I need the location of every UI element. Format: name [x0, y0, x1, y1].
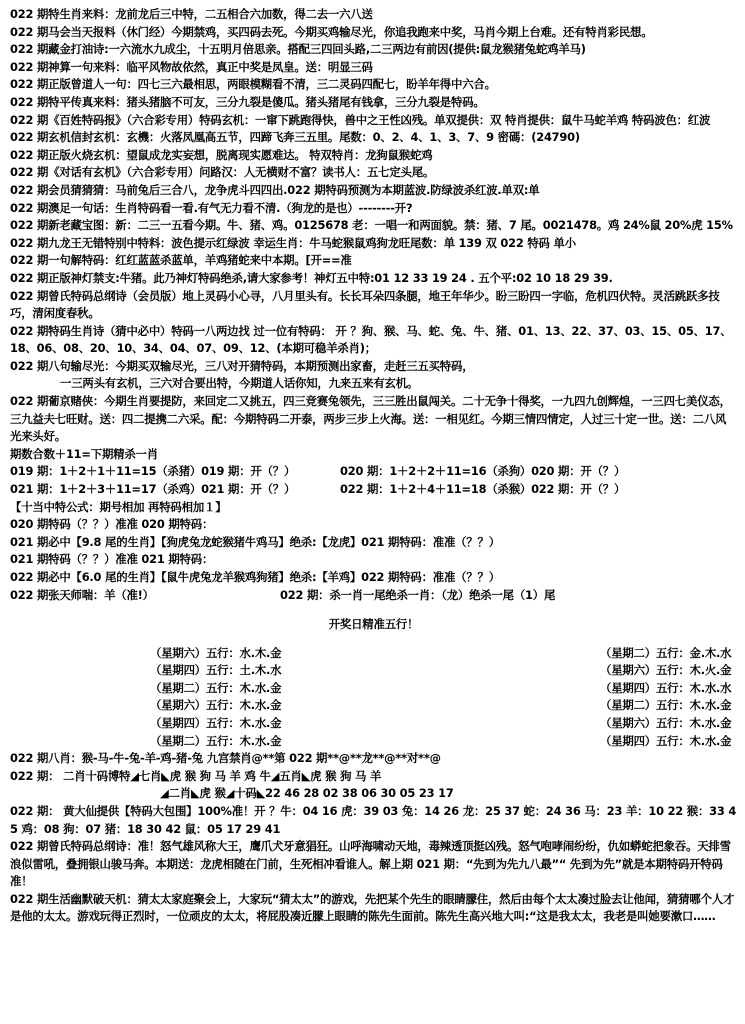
- weekday-label: （星期二）: [150, 733, 206, 748]
- zhang-left: 022 期张天师喘：羊（准!）: [10, 587, 154, 602]
- wuxing-row: [10, 697, 737, 715]
- text-line: 022 期玄机信封玄机：玄機：火落凤凰高五节，四蹄飞奔三五里。尾数：0、2、4、1、3、7、9 密碼：(24790): [10, 130, 580, 145]
- wuxing-elements: 五行：水.木.金: [205, 645, 282, 660]
- wuxing-row: [10, 733, 737, 751]
- text-line: 022 期特码生肖诗（猜中必中）特码一八两边找 过一位有特码： 开 ？狗、猴、马、蛇、兔、牛、猪、01、13、22、37、03、15、05、17、18、06、08、20、10、34、04、07、09、12、(本期可稳羊杀肖)；: [10, 323, 732, 356]
- weekday-label: （星期四）: [600, 680, 656, 695]
- wuxing-table: [10, 645, 737, 751]
- weekday-label: （星期六）: [150, 698, 206, 713]
- wuxing-elements: 五行：木.水.金: [655, 715, 732, 730]
- text-line: 022 期藏金打油诗:一六流水九成尘，十五明月倍思亲。搭配三四回头路,二三两边有前因(提供:鼠龙猴猪兔蛇鸡羊马): [10, 42, 586, 57]
- wuxing-cell: [10, 715, 450, 733]
- zhang-right: 022 期：杀一肖一尾绝杀一肖：（龙）绝杀一尾（1）尾: [280, 587, 556, 602]
- weekday-label: （星期二）: [600, 698, 656, 713]
- weekday-label: （星期四）: [150, 715, 206, 730]
- text-line: 022 期马会当天报料（休门经）今期禁鸡，买四码去死。今期买鸡输尽光，你追我跑来中奖，马肖今期上台难。还有特肖彩民想。: [10, 24, 653, 39]
- wuxing-cell: [10, 733, 450, 751]
- text-line: 022 期特生肖来料：龙前龙后三中特，二五相合六加数，得二去一六八送: [10, 7, 373, 21]
- wuxing-heading: 开奖日精准五行！: [328, 616, 419, 631]
- wuxing-elements: 五行：木.水.水: [655, 680, 732, 695]
- text-line: 022 期澳足一句话：生肖特码看一看.有气无力看不清.（狗龙的是也）--------开?: [10, 200, 413, 215]
- text-line: 022 期《百姓特码报》（六合彩专用）特码玄机：一窜下跳跑得快，兽中之王性凶残。单双提供：双 特肖提供：鼠牛马蛇羊鸡 特码波色：红波: [10, 112, 711, 127]
- wuxing-cell: [10, 680, 450, 698]
- wuxing-elements: 五行：木.水.金: [205, 698, 282, 713]
- text-line: 022 期必中【6.0 尾的生肖】【鼠牛虎兔龙羊猴鸡狗猪】绝杀:【羊鸡】022 期特码：准准（？？）: [10, 570, 500, 584]
- wuxing-row: [10, 662, 737, 680]
- weekday-label: （星期四）: [600, 733, 656, 748]
- weekday-label: （星期二）: [600, 645, 656, 660]
- text-line: 020 期特码（？？）准准 020 期特码：: [10, 517, 214, 532]
- wuxing-row: [10, 680, 737, 698]
- text-line: 022 期曾氏特码总纲诗：准！怒气雄风称大王，鹰爪犬牙意猖狂。山呼海啸动天地，毒辣透顶挺凶残。怒气咆哮闹纷纷，仇如蟒蛇把象吞。天排雪浪似雷吼，叠拥银山骏马奔。本期送：龙虎相随在门前，生死相冲看谁人。解上期 021 期：“先到为先九八最”“ 先到为先”就是本期特码开特码准！: [10, 839, 731, 889]
- text-line: 022 期生活幽默破天机：猜太太家庭聚会上，大家玩“猜太太”的游戏，先把某个先生的眼睛朦住，然后由每个太太凑过脸去让他闻，猜猜哪个人才是他的太太。游戏玩得正烈时，一位顽皮的太太，将屁股凑近朦上眼睛的陈先生面前。陈先生高兴地大叫:“这是我太太，我老是叫她要漱口……: [10, 891, 735, 924]
- wuxing-cell: [10, 697, 450, 715]
- weekday-label: （星期二）: [150, 680, 206, 695]
- wuxing-elements: 五行：土.木.水: [205, 663, 282, 678]
- text-line: 022 期八肖：猴-马-牛-兔-羊-鸡-猪-兔 九宫禁肖@**第 022 期**@**龙**@**对**@: [10, 751, 441, 766]
- wuxing-cell: [450, 697, 737, 715]
- wuxing-elements: 五行：木.水.金: [205, 680, 282, 695]
- text-line: 021 期特码（？？）准准 021 期特码：: [10, 552, 214, 567]
- text-line: 022 期葡京赌侠：今期生肖要提防，来回定二又挑五，四三竞赛兔领先，三三胜出鼠闯关。二十无争十得奖，一九四九创辉煌，一三四七美仪态，三九益夫七旺财。送：四二提携二六采。配：今期特码二开泰，两步三步上火海。送：一相见红。今期三情四情定，人过三十定一世。送：二八风光来头好。: [10, 394, 731, 444]
- text-line: 022 期正版神灯禁支:牛猪。此乃神灯特码绝杀,请大家参考！神灯五中特:01 12 33 19 24 . 五个平:02 10 18 29 39.: [10, 270, 613, 285]
- weekday-label: （星期六）: [600, 715, 656, 730]
- text-line: 022 期： 二肖十码博特◢七肖◣虎 猴 狗 马 羊 鸡 牛◢五肖◣虎 猴 狗 马 羊: [10, 768, 382, 783]
- formula-cell: 022 期：1＋2＋4＋11=18（杀猴）022 期：开（？）: [340, 482, 626, 497]
- wuxing-cell: [450, 680, 737, 698]
- text-line: 022 期一句解特码：红红蓝蓝杀蓝单，羊鸡猪蛇来中本期。[开==准: [10, 253, 352, 268]
- text-line: 【十当中特公式：期号相加 再特码相加１】: [10, 499, 227, 514]
- text-line: 022 期《对话有玄机》（六合彩专用）问路汉：人无横财不富？读书人：五七定头尾。: [10, 165, 435, 180]
- wuxing-row: [10, 715, 737, 733]
- text-line: 022 期曾氏特码总纲诗（会员版）地上灵码小心寻，八月里头有。长长耳朵四条腿，地王年华少。盼三盼四一字临，危机四伏特。灵活跳跃多技巧，清闲度春秋。: [10, 288, 720, 321]
- wuxing-elements: 五行：木.水.金: [205, 733, 282, 748]
- wuxing-elements: 五行：木.水.金: [205, 715, 282, 730]
- text-line: 022 期： 黄大仙提供【特码大包围】100%准！开 ？牛：04 16 虎：39 03 兔：14 26 龙：25 37 蛇：24 36 马：23 羊：10 22 猴：33 45 鸡：08 狗：07 猪：18 30 42 鼠：05 17 29 41: [10, 803, 737, 836]
- text-line: 一三两头有玄机，三六对合要出特，今期道人话你知，九来五来有玄机。: [60, 376, 419, 391]
- weekday-label: （星期四）: [150, 663, 206, 678]
- wuxing-cell: [450, 662, 737, 680]
- text-line: 022 期八句输尽光：今期买双输尽光，三八对开猜特码，本期预测出家畜，走赶三五买特码，: [10, 358, 474, 373]
- formula-row: [10, 481, 737, 499]
- wuxing-cell: [10, 645, 450, 663]
- text-line: ◢二肖◣虎 猴◢十码◣22 46 28 02 38 06 30 05 23 17: [160, 786, 454, 801]
- wuxing-elements: 五行：木.水.金: [655, 733, 732, 748]
- text-line: 022 期正版曾道人一句：四七三六最相思，两眼模糊看不清，三二灵码四配七，盼羊年得中六合。: [10, 77, 496, 92]
- text-line: 022 期神算一句来料：临平风物故依然，真正中奖是凤皇。送：明显三码: [10, 59, 373, 74]
- wuxing-elements: 五行：木.火.金: [655, 663, 732, 678]
- text-line: 022 期特平传真来料：猪头猪脑不可友，三分九裂是傻瓜。猪头猪尾有钱拿，三分九裂是特码。: [10, 94, 485, 109]
- wuxing-cell: [450, 645, 737, 663]
- formula-cell: 021 期：1＋2＋3＋11=17（杀鸡）021 期：开（？）: [10, 482, 296, 497]
- wuxing-row: [10, 645, 737, 663]
- wuxing-elements: 五行：金.木.水: [655, 645, 732, 660]
- text-line: 022 期九龙王无错特别中特料：波色提示红绿波 幸运生肖：牛马蛇猴鼠鸡狗龙旺尾数：单 139 双 022 特码 单小: [10, 235, 576, 250]
- text-line: 021 期必中【9.8 尾的生肖】【狗虎兔龙蛇猴猪牛鸡马】绝杀:【龙虎】021 期特码：准准（？？）: [10, 534, 500, 549]
- formula-heading: 期数合数＋11=下期精杀一肖: [10, 446, 158, 461]
- text-line: 022 期正版火烧玄机：望鼠成龙实妄想，脱离现实愿难达。 特双特肖：龙狗鼠猴蛇鸡: [10, 147, 433, 162]
- zhang-row: [10, 587, 737, 605]
- text-line: 022 期新老藏宝图：新：二三一五看今期。牛、猪、鸡。0125678 老：一唱一和两面貌。禁：猪、7 尾。0021478。鸡 24%鼠 20%虎 15%: [10, 218, 733, 233]
- formula-cell: 020 期：1＋2＋2＋11=16（杀狗）020 期：开（？）: [340, 464, 626, 479]
- text-line: 022 期会员猜猜猜：马前兔后三合八，龙争虎斗四四出.022 期特码预测为本期蓝波.防绿波杀红波.单双:单: [10, 182, 540, 197]
- formula-row: [10, 463, 737, 481]
- weekday-label: （星期六）: [150, 645, 206, 660]
- wuxing-cell: [450, 715, 737, 733]
- formula-cell: 019 期：1＋2＋1＋11=15（杀猪）019 期：开（？）: [10, 464, 296, 479]
- wuxing-elements: 五行：木.水.金: [655, 698, 732, 713]
- wuxing-cell: [450, 733, 737, 751]
- wuxing-cell: [10, 662, 450, 680]
- weekday-label: （星期六）: [600, 663, 656, 678]
